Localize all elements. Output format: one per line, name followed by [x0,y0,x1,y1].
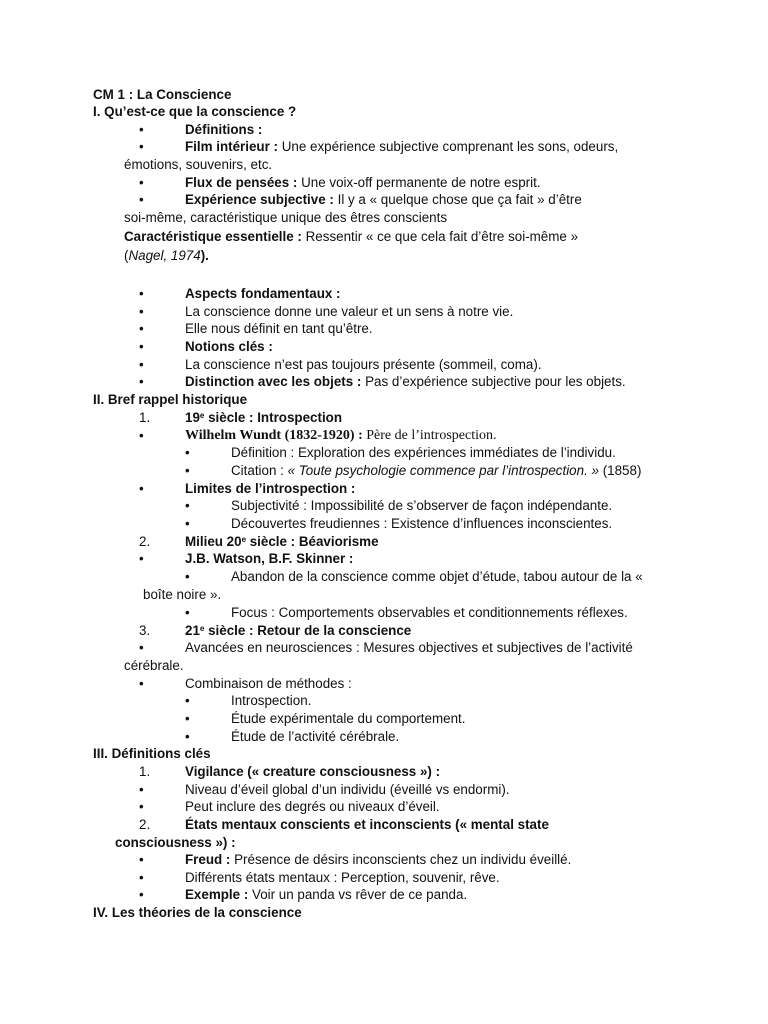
bullet-icon: • [139,339,144,354]
bullet-icon: • [185,498,190,513]
bullet-icon: • [185,711,190,726]
bullet-icon: • [185,729,190,744]
bullet-icon: • [139,799,144,814]
bullet-icon: • [139,676,144,691]
bullet-icon: • [139,374,144,389]
bullet-icon: • [185,693,190,708]
bullet-icon: • [139,481,144,496]
bullet-icon: • [185,463,190,478]
bullet-icon: • [139,870,144,885]
bullet-icon: • [185,605,190,620]
bullet-icon: • [139,428,144,443]
bullet-icon: • [185,445,190,460]
bullet-icon: • [139,304,144,319]
bullet-icon: • [139,357,144,372]
bullet-icon: • [185,569,190,584]
bullet-icon: • [139,640,144,655]
document-page: CM 1 : La Conscience I. Qu’est-ce que la conscience ? • Définitions : • Film intérieur : Une expérience subjective comprenant les sons, odeurs, émotions, souvenirs, etc. • Flux de pensées : Une voix-off permanente de notre esprit. • Expérience subjective : Il y a « quelque chose que ça fait » d’être soi-même, caractéristique unique des êtres conscients Caractéristique essentielle : Ressentir « ce que cela fait d’être soi-même » (Nagel, 1974). • Aspects fondamentaux : • La conscience donne une valeur et un sens à notre vie. • Elle nous définit en tant qu’être. • Notions clés : • La conscience n’est pas toujours présente (sommeil, coma). • Distinction avec les objets : Pas d’expérience subjective pour les objets. II. Bref rappel historique 1. 19e siècle : Introspection • Wilhelm Wundt (1832-1920) : Père de l’introspection. • Définition : Exploration des expériences immédiates de l’individu. • Citation : « Toute psychologie commence par l’introspection. » (1858) • Limites de l’introspection : • Subjectivité : Impossibilité de s’observer de façon indépendante. • Découvertes freudiennes : Existence d’influences inconscientes. 2. Milieu 20e siècle : Béaviorisme • J.B. Watson, B.F. Skinner : • Abandon de la conscience comme objet d’étude, tabou autour de la « boîte noire ». • Focus : Comportements observables et conditionnements réflexes. 3. 21e siècle : Retour de la conscience • Avancées en neurosciences : Mesures objectives et subjectives de l’activité cérébrale. • Combinaison de méthodes : • Introspection. • Étude expérimentale du comportement. • Étude de l’activité cérébrale. III. Définitions clés 1. Vigilance (« creature consciousness ») : • Niveau d’éveil global d’un individu (éveillé vs endormi). • Peut inclure des degrés ou niveaux d’éveil. 2. États mentaux conscients et inconscients (« mental state consciousness ») : • Freud : Présence de désirs inconscients chez un individu éveillé. • Différents états mentaux : Perception, souvenir, rêve. • Exemple : Voir un panda vs rêver de ce panda. IV. Les théories de la conscience [93,87,643,920]
bullet-icon: • [139,139,144,154]
bullet-icon: • [139,782,144,797]
bullet-icon: • [139,551,144,566]
bullet-icon: • [139,286,144,301]
bullet-icon: • [185,516,190,531]
bullet-icon: • [139,321,144,336]
bullet-icon: • [139,175,144,190]
bullet-icon: • [139,852,144,867]
bullet-icon: • [139,192,144,207]
bullet-icon: • [139,122,144,137]
bullet-icon: • [139,887,144,902]
